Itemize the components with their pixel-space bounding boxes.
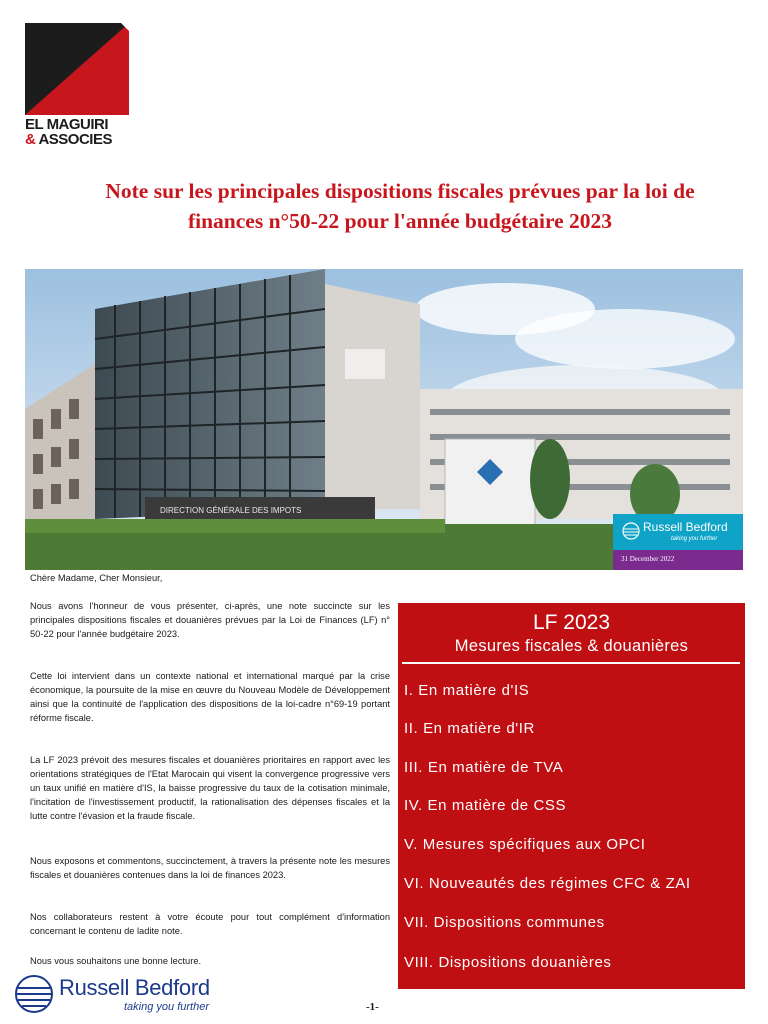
title-line2: finances n°50-22 pour l'année budgétaire 2023 (187, 209, 613, 233)
letter-paragraph (30, 670, 390, 726)
footer-tagline: taking you further (124, 1001, 209, 1013)
summary-item-douanieres: VIII. Dispositions douanières (404, 954, 612, 971)
footer-brand: Russell Bedford (59, 975, 210, 1000)
paragraph-text: Nous exposons et commentons, succinctement, à travers la présente note les mesures fiscales et douanières contenues dans la loi de finances 2023. (30, 856, 390, 880)
badge-brand: Russell Bedford (643, 520, 728, 534)
letter-paragraph (30, 754, 390, 824)
greeting-text: Chère Madame, Cher Monsieur, (30, 573, 163, 583)
letter-paragraph (30, 911, 390, 939)
logo-line2 (25, 132, 112, 147)
summary-box (398, 603, 745, 989)
globe-icon (14, 974, 54, 1014)
closing-text: Nous vous souhaitons une bonne lecture. (30, 956, 202, 966)
logo-line2-text: ASSOCIES (35, 131, 112, 148)
document-title (40, 176, 760, 236)
logo-mark-icon (25, 23, 129, 115)
summary-item-is: I. En matière d'IS (404, 682, 530, 699)
globe-icon (622, 522, 640, 540)
paragraph-text: Nous avons l'honneur de vous présenter, ci-après, une note succincte sur les principales dispositions fiscales et douanières prévues par la Loi de Finances (LF) n° 50-22 pour l'année budgétaire 2023. (30, 601, 390, 639)
summary-item-tva: III. En matière de TVA (404, 759, 564, 776)
el-maguiri-logo (25, 23, 129, 148)
letter-paragraph (30, 855, 390, 883)
summary-subtitle: Mesures fiscales & douanières (454, 637, 689, 655)
logo-ampersand: & (25, 131, 36, 148)
logo-wordmark (25, 117, 112, 147)
page-number: -1- (366, 1001, 379, 1013)
hero-photo (25, 269, 743, 570)
summary-item-communes: VII. Dispositions communes (404, 914, 605, 931)
summary-item-ir: II. En matière d'IR (404, 720, 535, 737)
paragraph-text: La LF 2023 prévoit des mesures fiscales et douanières prioritaires en rapport avec les orientations stratégiques de l'Etat Marocain qui visent la convergence progressive vers un taux unifié en matière d'IS, la baisse progressive du taux de la cotisation minimale, l'incitation de l'investissement productif, la rationalisation des dépenses fiscales et la lutte contre l'évasion et la fraude fiscale. (30, 755, 390, 821)
summary-item-opci: V. Mesures spécifiques aux OPCI (404, 836, 646, 853)
badge-tagline: taking you further (671, 536, 718, 542)
summary-title: LF 2023 (532, 611, 611, 634)
letter-paragraph (30, 600, 390, 642)
russell-bedford-badge (613, 514, 743, 570)
building-sign: DIRECTION GÉNÉRALE DES IMPOTS (160, 506, 302, 515)
badge-date: 31 December 2022 (621, 555, 675, 563)
summary-divider (402, 662, 740, 664)
paragraph-text: Cette loi intervient dans un contexte national et international marqué par la crise économique, la poursuite de la mise en œuvre du Nouveau Modèle de Développement ainsi que la continuité de l'application des dispositions de la loi-cadre n°69-19 portant réforme fiscale. (30, 671, 390, 723)
letter-greeting (30, 572, 390, 586)
russell-bedford-footer-logo (14, 974, 224, 1018)
title-line1: Note sur les principales dispositions fiscales prévues par la loi de (105, 179, 695, 203)
letter-closing (30, 955, 390, 969)
summary-item-css: IV. En matière de CSS (404, 797, 567, 814)
paragraph-text: Nos collaborateurs restent à votre écoute pour tout complément d'information concernant le contenu de ladite note. (30, 912, 390, 936)
summary-item-cfc-zai: VI. Nouveautés des régimes CFC & ZAI (404, 875, 691, 892)
logo-line1: EL MAGUIRI (25, 116, 109, 133)
